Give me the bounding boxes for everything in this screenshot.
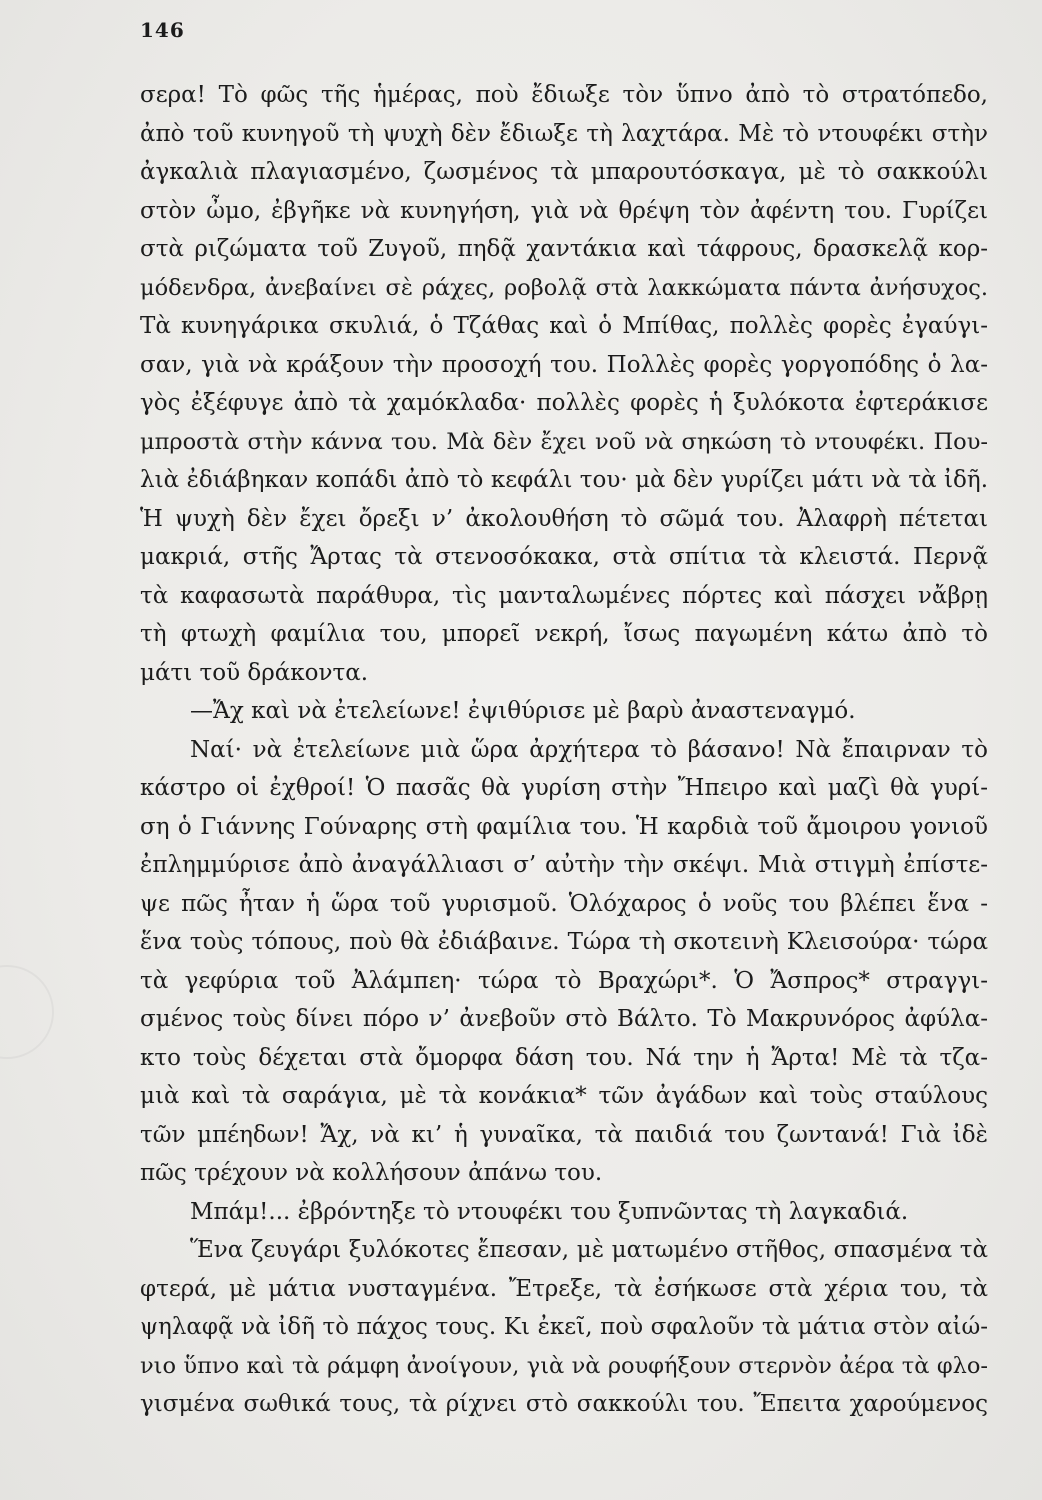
text-line: ση ὁ Γιάννης Γούναρης στὴ φαμίλια του. Ἡ καρδιὰ τοῦ ἄμοιρου γονιοῦ xyxy=(140,813,988,840)
text-line: ἕνα τοὺς τόπους, ποὺ θὰ ἐδιάβαινε. Τώρα τὴ σκοτεινὴ Κλεισούρα· τώρα xyxy=(140,929,988,955)
text-line: μάτι τοῦ δράκοντα. xyxy=(140,659,369,686)
body-text xyxy=(140,76,988,1424)
text-line: ἀγκαλιὰ πλαγιασμένο, ζωσμένος τὰ μπαρουτόσκαγα, μὲ τὸ σακκούλι xyxy=(140,159,988,185)
text-line: σερα! Τὸ φῶς τῆς ἡμέρας, ποὺ ἔδιωξε τὸν ὕπνο ἀπὸ τὸ στρατόπεδο, xyxy=(140,82,988,108)
text-line: μιὰ καὶ τὰ σαράγια, μὲ τὰ κονάκια* τῶν ἀγάδων καὶ τοὺς σταύλους xyxy=(140,1083,988,1109)
text-line: πῶς τρέχουν νὰ κολλήσουν ἀπάνω του. xyxy=(140,1160,603,1186)
text-line: ἐπλημμύρισε ἀπὸ ἀναγάλλιασι σ’ αὐτὴν τὴν σκέψι. Μιὰ στιγμὴ ἐπίστε- xyxy=(140,852,988,878)
text-line: γισμένα σωθικά τους, τὰ ρίχνει στὸ σακκούλι του. Ἔπειτα χαρούμενος xyxy=(140,1391,988,1417)
text-line: Ναί· νὰ ἐτελείωνε μιὰ ὥρα ἀρχήτερα τὸ βάσανο! Νὰ ἔπαιρναν τὸ xyxy=(190,736,988,763)
text-line: ψε πῶς ἦταν ἡ ὥρα τοῦ γυρισμοῦ. Ὁλόχαρος ὁ νοῦς του βλέπει ἕνα - xyxy=(140,890,988,917)
text-line: Μπάμ!... ἐβρόντηξε τὸ ντουφέκι του ξυπνῶντας τὴ λαγκαδιά. xyxy=(190,1198,909,1225)
text-line: τὰ γεφύρια τοῦ Ἀλάμπεη· τώρα τὸ Βραχώρι*. Ὁ Ἄσπρος* στραγγι- xyxy=(140,967,988,994)
text-line: Ἡ ψυχὴ δὲν ἔχει ὄρεξι ν’ ἀκολουθήση τὸ σῶμά του. Ἀλαφρὴ πέτεται xyxy=(140,505,988,532)
text-line: Τὰ κυνηγάρικα σκυλιά, ὁ Τζάθας καὶ ὁ Μπίθας, πολλὲς φορὲς ἐγαύγι- xyxy=(140,313,988,339)
page-number: 146 xyxy=(140,18,185,42)
faint-stamp-mark xyxy=(0,965,54,1059)
text-line: Ἕνα ζευγάρι ξυλόκοτες ἔπεσαν, μὲ ματωμένο στῆθος, σπασμένα τὰ xyxy=(190,1237,988,1263)
text-line: στὰ ριζώματα τοῦ Ζυγοῦ, πηδᾷ χαντάκια καὶ τάφρους, δρασκελᾷ κορ- xyxy=(140,236,988,262)
text-line: μακριά, στῆς Ἄρτας τὰ στενοσόκακα, στὰ σπίτια τὰ κλειστά. Περνᾷ xyxy=(140,544,988,570)
text-line: μόδενδρα, ἀνεβαίνει σὲ ράχες, ροβολᾷ στὰ λακκώματα πάντα ἀνήσυχος. xyxy=(140,274,988,301)
text-line: λιὰ ἐδιάβηκαν κοπάδι ἀπὸ τὸ κεφάλι του· μὰ δὲν γυρίζει μάτι νὰ τὰ ἰδῆ. xyxy=(140,467,988,493)
text-line: κτο τοὺς δέχεται στὰ ὄμορφα δάση του. Νά την ἡ Ἄρτα! Μὲ τὰ τζα- xyxy=(140,1044,988,1071)
text-line: μπροστὰ στὴν κάννα του. Μὰ δὲν ἔχει νοῦ νὰ σηκώση τὸ ντουφέκι. Που- xyxy=(140,428,988,455)
text-line: γὸς ἐξέφυγε ἀπὸ τὰ χαμόκλαδα· πολλὲς φορὲς ἡ ξυλόκοτα ἐφτεράκισε xyxy=(140,390,988,416)
text-line: ἀπὸ τοῦ κυνηγοῦ τὴ ψυχὴ δὲν ἔδιωξε τὴ λαχτάρα. Μὲ τὸ ντουφέκι στὴν xyxy=(140,120,988,147)
text-line: —Ἄχ καὶ νὰ ἐτελείωνε! ἐψιθύρισε μὲ βαρὺ ἀναστεναγμό. xyxy=(190,698,856,724)
text-line: φτερά, μὲ μάτια νυσταγμένα. Ἔτρεξε, τὰ ἐσήκωσε στὰ χέρια του, τὰ xyxy=(140,1275,988,1302)
text-line: τῶν μπέηδων! Ἄχ, νὰ κι’ ἡ γυναῖκα, τὰ παιδιά του ζωντανά! Γιὰ ἰδὲ xyxy=(140,1121,988,1148)
text-line: σαν, γιὰ νὰ κράξουν τὴν προσοχή του. Πολλὲς φορὲς γοργοπόδης ὁ λα- xyxy=(140,351,988,378)
text-line: τὰ καφασωτὰ παράθυρα, τὶς μανταλωμένες πόρτες καὶ πάσχει νἄβρῃ xyxy=(140,582,988,609)
text-line: στὸν ὦμο, ἐβγῆκε νὰ κυνηγήση, γιὰ νὰ θρέψη τὸν ἀφέντη του. Γυρίζει xyxy=(140,197,988,224)
text-line: κάστρο οἱ ἐχθροί! Ὁ πασᾶς θὰ γυρίση στὴν Ἤπειρο καὶ μαζὶ θὰ γυρί- xyxy=(140,775,988,801)
text-line: σμένος τοὺς δίνει πόρο ν’ ἀνεβοῦν στὸ Βάλτο. Τὸ Μακρυνόρος ἀφύλα- xyxy=(140,1006,988,1032)
text-line: ψηλαφᾷ νὰ ἰδῆ τὸ πάχος τους. Κι ἐκεῖ, ποὺ σφαλοῦν τὰ μάτια στὸν αἰώ- xyxy=(140,1314,988,1340)
text-line: νιο ὕπνο καὶ τὰ ράμφη ἀνοίγουν, γιὰ νὰ ρουφήξουν στερνὸν ἀέρα τὰ φλο- xyxy=(140,1352,988,1379)
text-line: τὴ φτωχὴ φαμίλια του, μπορεῖ νεκρή, ἴσως παγωμένη κάτω ἀπὸ τὸ xyxy=(140,621,988,647)
